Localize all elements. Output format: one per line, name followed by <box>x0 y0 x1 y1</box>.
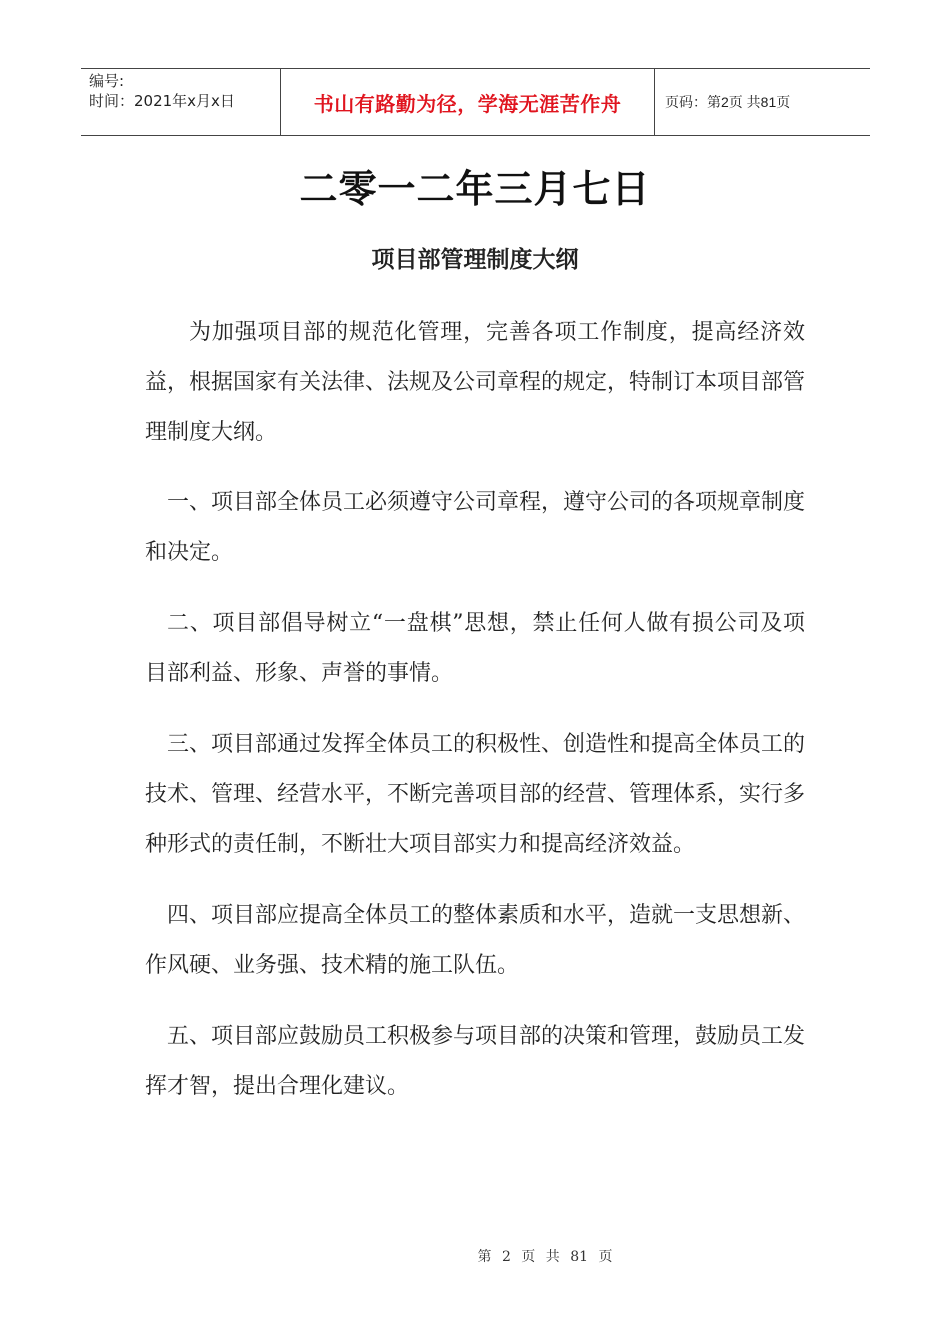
rule-item-1: 一、项目部全体员工必须遵守公司章程，遵守公司的各项规章制度和决定。 <box>145 490 806 565</box>
page-code-label: 页码：第2页 共81页 <box>665 94 791 110</box>
header-page-cell <box>655 69 870 135</box>
rule-item-2: 二、项目部倡导树立“一盘棋”思想，禁止任何人做有损公司及项目部利益、形象、声誉的事情。 <box>145 611 805 686</box>
number-label: 编号: <box>89 72 125 90</box>
page-header-table <box>81 68 870 136</box>
header-motto-cell <box>281 69 655 135</box>
document-title: 项目部管理制度大纲 <box>371 247 579 273</box>
motto-text: 书山有路勤为径，学海无涯苦作舟 <box>313 91 622 116</box>
intro-paragraph: 为加强项目部的规范化管理，完善各项工作制度，提高经济效益，根据国家有关法律、法规及公司章程的规定，特制订本项目部管理制度大纲。 <box>145 320 806 445</box>
document-body <box>145 308 805 1133</box>
header-meta-cell <box>81 69 281 135</box>
rule-item-3: 三、项目部通过发挥全体员工的积极性、创造性和提高全体员工的技术、管理、经营水平，不断完善项目部的经营、管理体系，实行多种形式的责任制，不断壮大项目部实力和提高经济效益。 <box>145 732 806 857</box>
page-footer: 第 2 页 共 81 页 <box>477 1249 613 1265</box>
date-title: 二零一二年三月七日 <box>299 167 651 211</box>
rule-item-5: 五、项目部应鼓励员工积极参与项目部的决策和管理，鼓励员工发挥才智，提出合理化建议。 <box>145 1024 806 1099</box>
rule-item-4: 四、项目部应提高全体员工的整体素质和水平，造就一支思想新、作风硬、业务强、技术精的施工队伍。 <box>145 903 806 978</box>
time-label: 时间：2021年x月x日 <box>89 92 235 110</box>
